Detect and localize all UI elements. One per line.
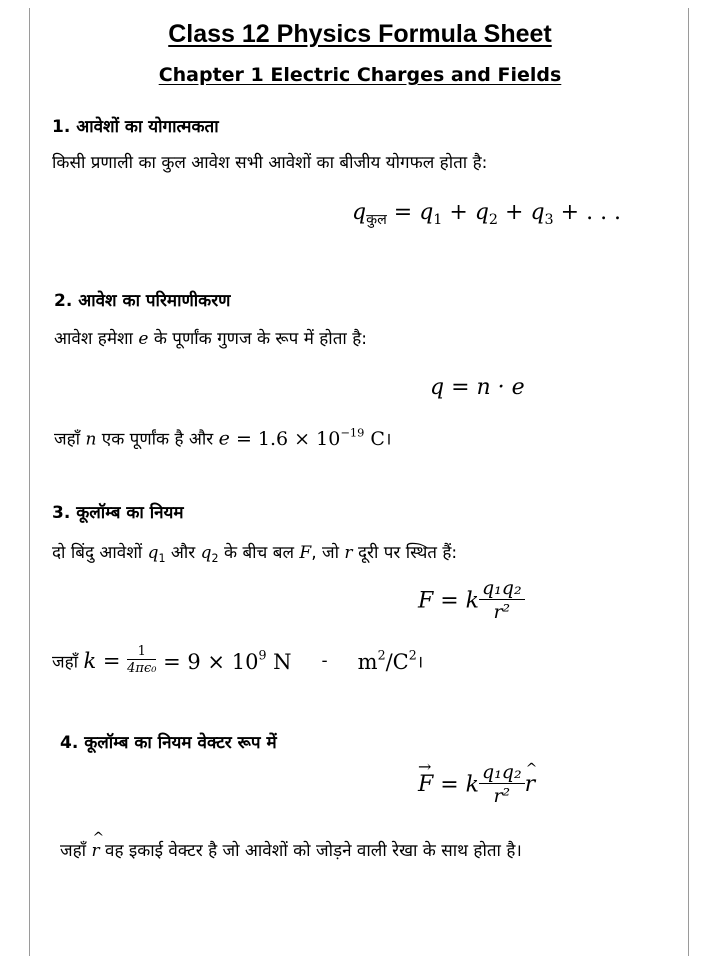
- formula-lhs: F = k: [418, 588, 480, 614]
- unit-newton: N: [266, 650, 292, 675]
- formula-plus: +: [498, 200, 531, 225]
- section-1-formula: [352, 200, 621, 229]
- math-k: k: [83, 648, 97, 673]
- formula-equals: =: [386, 200, 420, 225]
- section-3-text: [52, 540, 457, 565]
- formula-fraction: [479, 578, 525, 624]
- fraction-numerator: q₁q₂: [479, 578, 525, 600]
- fraction-numerator: q₁q₂: [479, 762, 525, 784]
- unit-meter: m: [357, 650, 378, 675]
- fraction-numerator: 1: [127, 645, 156, 660]
- fraction-denominator: 4πϵ₀: [127, 661, 157, 677]
- section-2-where: [54, 425, 391, 450]
- text-part: जहाँ: [54, 429, 86, 450]
- formula-q1: q: [419, 200, 434, 225]
- formula-subscript-total: कुल: [366, 212, 387, 228]
- text-part: जहाँ: [60, 841, 92, 861]
- formula-q1-sub: 1: [433, 212, 443, 228]
- vector-F: → F: [418, 772, 433, 797]
- fraction-denominator: r²: [493, 784, 511, 807]
- section-4-where: [60, 838, 522, 861]
- k-value: = 9 × 10: [156, 650, 259, 675]
- unit-vector-r: ^ r: [91, 841, 99, 861]
- math-e: e: [138, 329, 149, 349]
- section-3-heading: 3. कूलॉम्ब का नियम: [52, 503, 184, 523]
- text-part: एक पूर्णांक है और: [96, 429, 219, 450]
- text-part: के पूर्णांक गुणज के रूप में होता है:: [148, 329, 367, 349]
- section-3-formula: [418, 578, 525, 624]
- formula-q3-sub: 3: [544, 212, 554, 228]
- text-part: जहाँ: [52, 652, 84, 673]
- formula-q3: q: [530, 200, 545, 225]
- subscript-2: 2: [211, 551, 219, 565]
- k-exponent: 9: [258, 647, 267, 663]
- formula-q2: q: [474, 200, 489, 225]
- formula-equals-k: = k: [433, 772, 480, 798]
- charge-unit: C: [364, 427, 385, 450]
- math-r: r: [344, 543, 353, 563]
- text-part: वह इकाई वेक्टर है जो आवेशों को जोड़ने वाली रेखा के साथ होता है।: [99, 841, 522, 861]
- section-2-heading: 2. आवेश का परिमाणीकरण: [54, 291, 231, 311]
- text-part: दूरी पर स्थित हैं:: [352, 543, 458, 563]
- section-1-heading: 1. आवेशों का योगात्मकता: [52, 117, 219, 137]
- text-part: और: [165, 543, 201, 563]
- formula-plus: +: [442, 200, 475, 225]
- formula-q-total: q: [352, 200, 367, 225]
- section-3-where: [52, 645, 423, 677]
- section-1-text: किसी प्रणाली का कुल आवेश सभी आवेशों का बीजीय योगफल होता है:: [52, 153, 488, 173]
- page-title: Class 12 Physics Formula Sheet: [168, 20, 552, 48]
- formula-q2-sub: 2: [488, 212, 499, 228]
- text-part: के बीच बल: [218, 543, 300, 563]
- k-fraction: [127, 645, 156, 677]
- text-part: आवेश हमेशा: [54, 329, 139, 349]
- danda: ।: [416, 652, 424, 673]
- text-part: , जो: [311, 543, 345, 563]
- charge-exponent: −19: [340, 425, 365, 439]
- math-e: e: [218, 427, 230, 450]
- math-q1: q: [147, 543, 159, 563]
- unit-meter-exponent: 2: [377, 647, 386, 663]
- unit-separator: -: [321, 650, 328, 671]
- unit-coulomb-exponent: 2: [408, 647, 417, 663]
- formula-fraction: [479, 762, 525, 808]
- chapter-title: Chapter 1 Electric Charges and Fields: [158, 64, 562, 86]
- subscript-1: 1: [158, 551, 166, 565]
- danda: ।: [384, 429, 392, 450]
- math-q2: q: [200, 543, 212, 563]
- unit-vector-r: ^ r: [525, 772, 536, 797]
- section-4-heading: 4. कूलॉम्ब का नियम वेक्टर रूप में: [60, 733, 277, 753]
- equals: =: [96, 648, 128, 673]
- unit-coulomb: /C: [385, 650, 409, 675]
- section-2-formula: q = n · e: [430, 375, 525, 400]
- formula-ellipsis: + . . .: [553, 200, 622, 225]
- fraction-denominator: r²: [493, 600, 511, 623]
- charge-value: = 1.6 × 10: [229, 427, 341, 450]
- text-part: दो बिंदु आवेशों: [52, 543, 148, 563]
- math-n: n: [85, 429, 97, 450]
- math-F: F: [299, 543, 312, 563]
- section-4-formula: [418, 762, 535, 808]
- section-2-text: [54, 326, 367, 349]
